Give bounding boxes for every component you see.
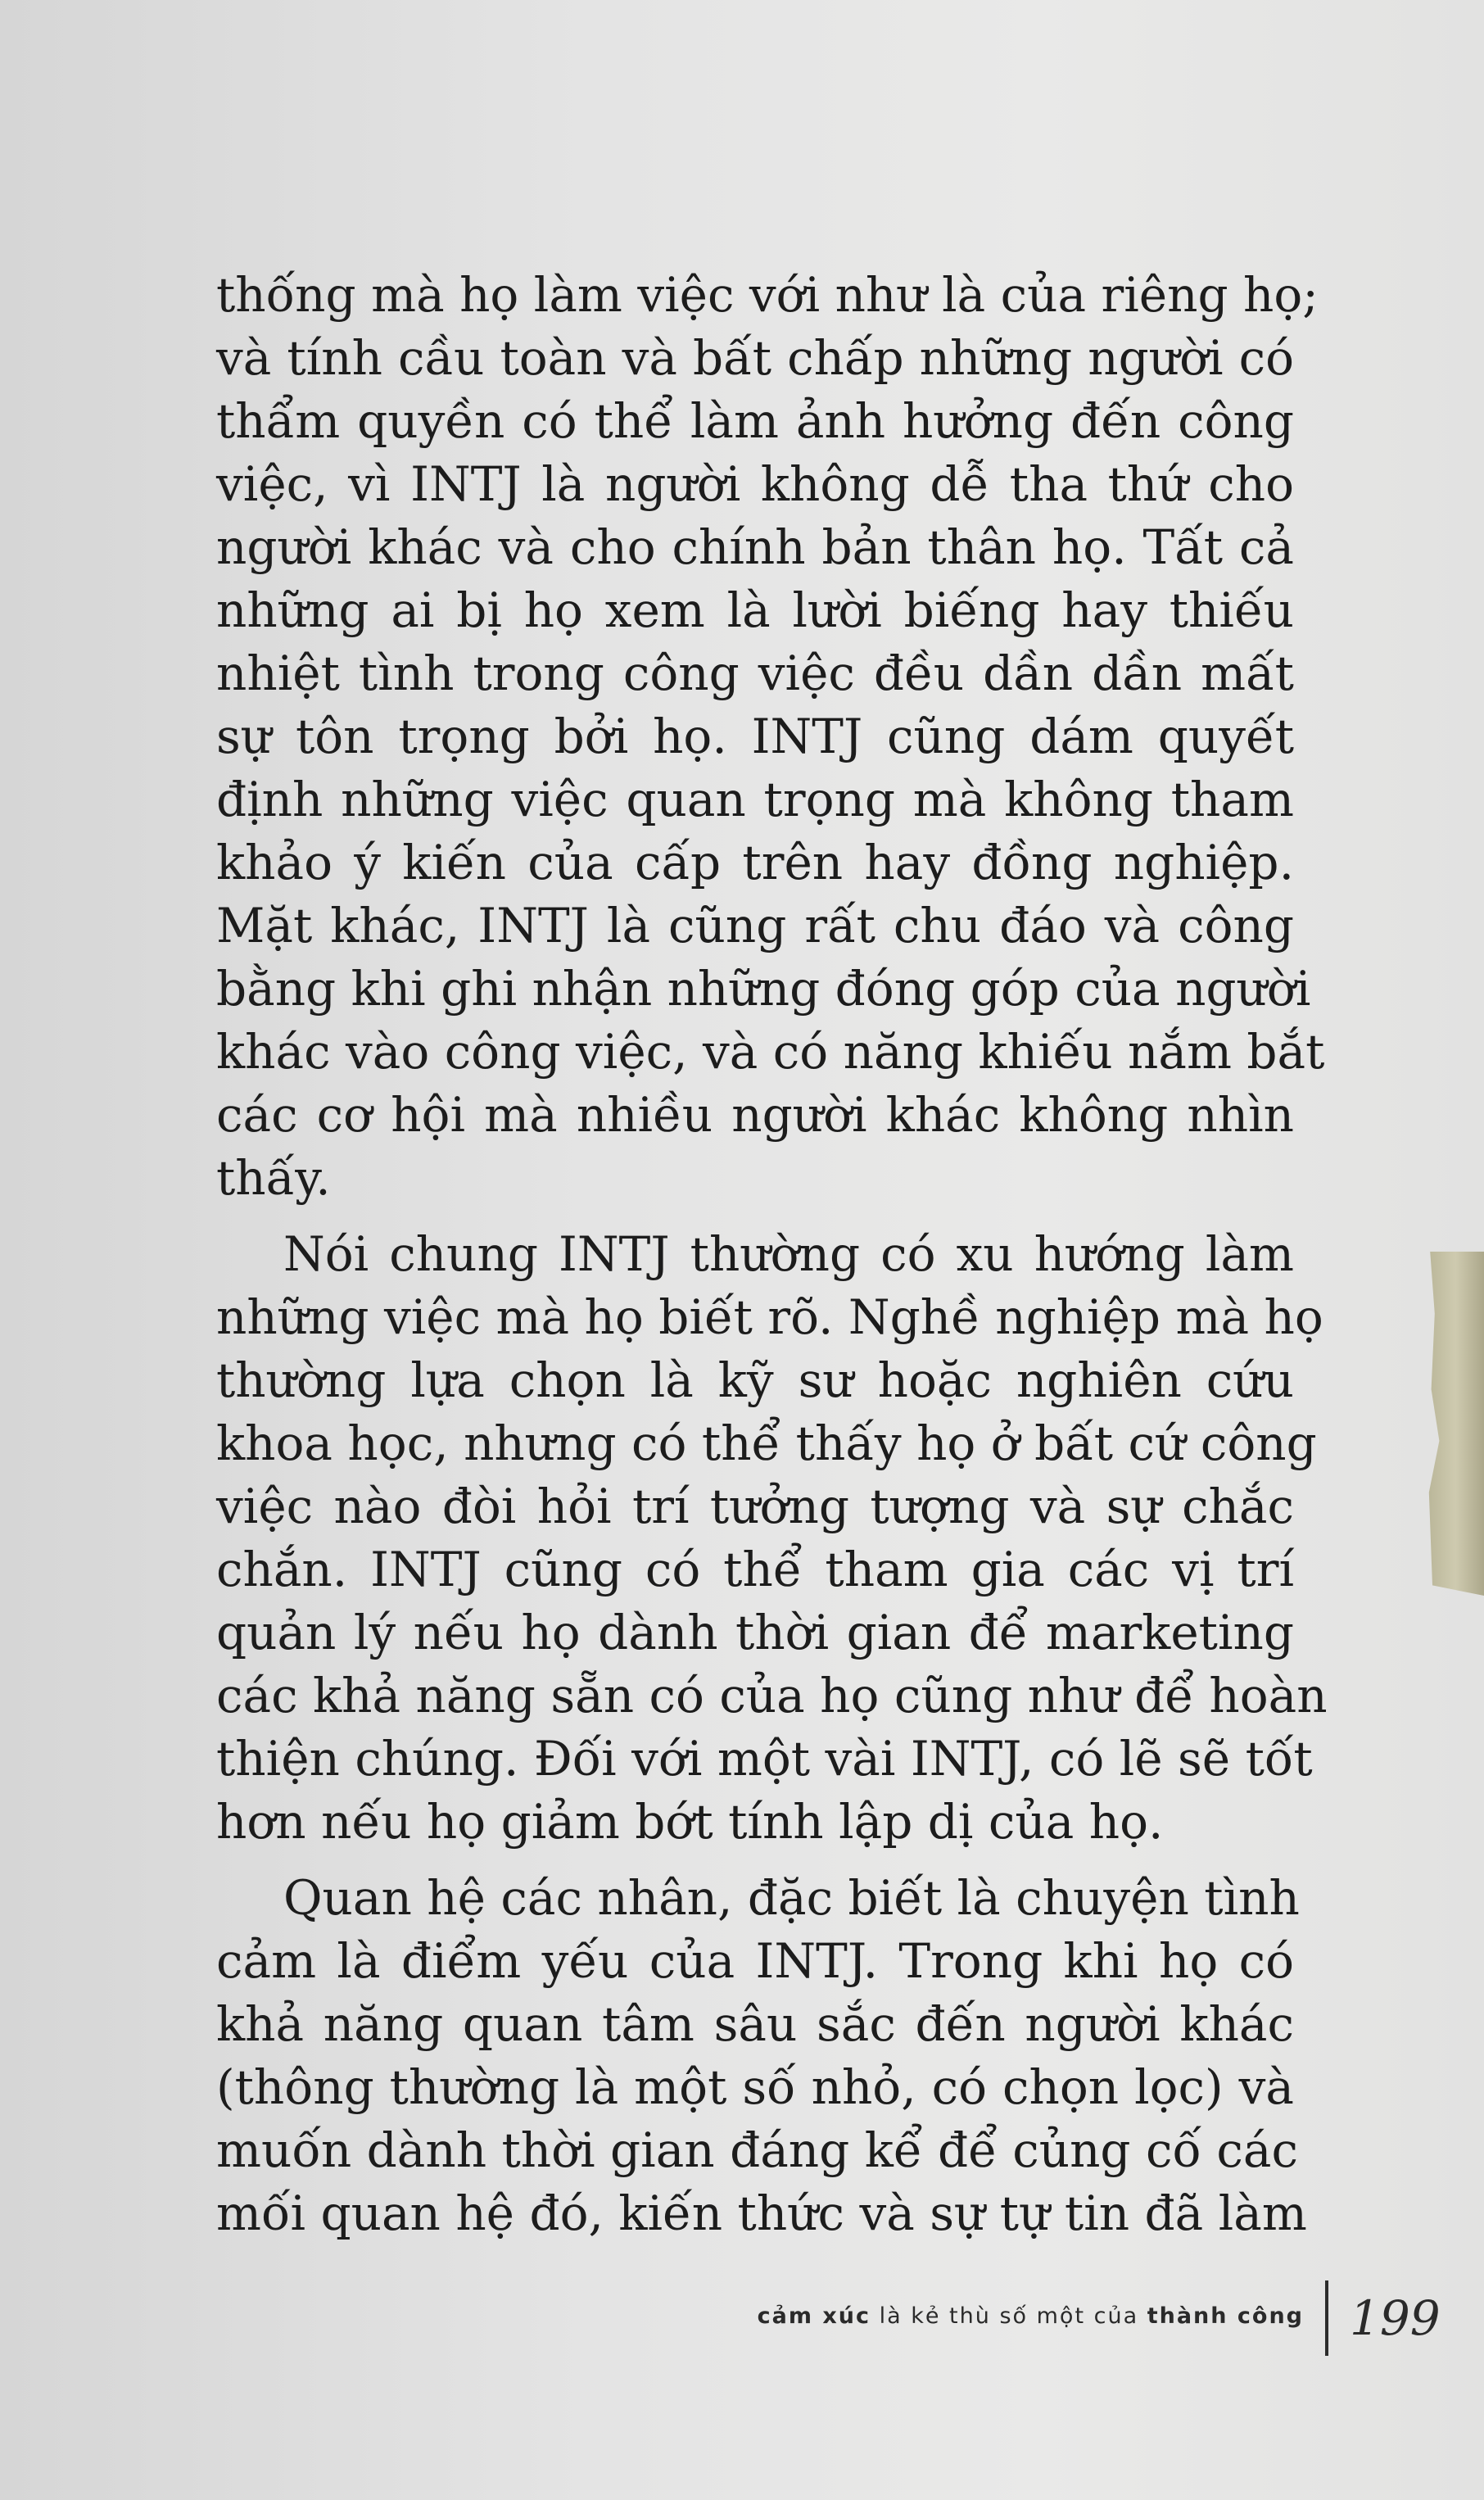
text-line: thống mà họ làm việc với như là của riêng họ;: [216, 267, 1319, 323]
text-line: thấy.: [216, 1150, 331, 1206]
text-line: khảo ý kiến của cấp trên hay đồng nghiệp.: [216, 835, 1294, 890]
text-line: sự tôn trọng bởi họ. INTJ cũng dám quyết: [216, 709, 1294, 764]
body-text: [216, 264, 1328, 2258]
page-number: 199: [1350, 2290, 1441, 2346]
text-line: việc nào đòi hỏi trí tưởng tượng và sự chắc: [216, 1479, 1294, 1534]
text-line: các khả năng sẵn có của họ cũng như để hoàn: [216, 1668, 1328, 1723]
paragraph-3: [216, 1867, 1307, 2245]
running-footer: [0, 2280, 1484, 2354]
text-line: chắn. INTJ cũng có thể tham gia các vị trí: [216, 1542, 1294, 1597]
text-line: các cơ hội mà nhiều người khác không nhìn: [216, 1087, 1294, 1143]
text-line: thiện chúng. Đối với một vài INTJ, có lẽ sẽ tốt: [216, 1731, 1313, 1787]
text-line: hơn nếu họ giảm bớt tính lập dị của họ.: [216, 1794, 1164, 1850]
text-line: nhiệt tình trong công việc đều dần dần mất: [216, 645, 1294, 701]
text-line: định những việc quan trọng mà không tham: [216, 772, 1294, 827]
book-title-emphasis: thành công: [1147, 2303, 1304, 2329]
text-line: việc, vì INTJ là người không dễ tha thứ cho: [216, 456, 1294, 512]
text-line: thường lựa chọn là kỹ sư hoặc nghiên cứu: [216, 1352, 1294, 1408]
footer-divider: [1325, 2280, 1328, 2356]
text-line: khác vào công việc, và có năng khiếu nắm bắt: [216, 1024, 1325, 1080]
book-title-middle: là kẻ thù số một của: [871, 2303, 1147, 2329]
text-line: mối quan hệ đó, kiến thức và sự tự tin đã làm: [216, 2185, 1307, 2241]
text-line: khả năng quan tâm sâu sắc đến người khác: [216, 1996, 1294, 2052]
book-title: [758, 2303, 1304, 2329]
paragraph-2: [216, 1223, 1328, 1854]
text-line: người khác và cho chính bản thân họ. Tất cả: [216, 519, 1294, 575]
text-line: Mặt khác, INTJ là cũng rất chu đáo và công: [216, 898, 1294, 953]
text-line: quản lý nếu họ dành thời gian để marketing: [216, 1605, 1294, 1660]
text-line: và tính cầu toàn và bất chấp những người có: [216, 330, 1294, 386]
text-line: những việc mà họ biết rõ. Nghề nghiệp mà họ: [216, 1289, 1323, 1345]
text-line: khoa học, nhưng có thể thấy họ ở bất cứ công: [216, 1415, 1317, 1471]
page-tab-marker: [1427, 1252, 1484, 1596]
text-line: (thông thường là một số nhỏ, có chọn lọc) và: [216, 2059, 1294, 2115]
text-line: thẩm quyền có thể làm ảnh hưởng đến công: [216, 393, 1294, 449]
text-line: bằng khi ghi nhận những đóng góp của người: [216, 961, 1311, 1017]
text-line: Quan hệ các nhân, đặc biết là chuyện tình: [283, 1870, 1300, 1926]
text-line: những ai bị họ xem là lười biếng hay thiếu: [216, 582, 1294, 638]
text-line: muốn dành thời gian đáng kể để củng cố các: [216, 2122, 1298, 2178]
text-line: cảm là điểm yếu của INTJ. Trong khi họ có: [216, 1933, 1294, 1989]
book-title-emphasis: cảm xúc: [757, 2303, 871, 2329]
paragraph-1: [216, 264, 1325, 1210]
text-line: Nói chung INTJ thường có xu hướng làm: [283, 1226, 1294, 1282]
